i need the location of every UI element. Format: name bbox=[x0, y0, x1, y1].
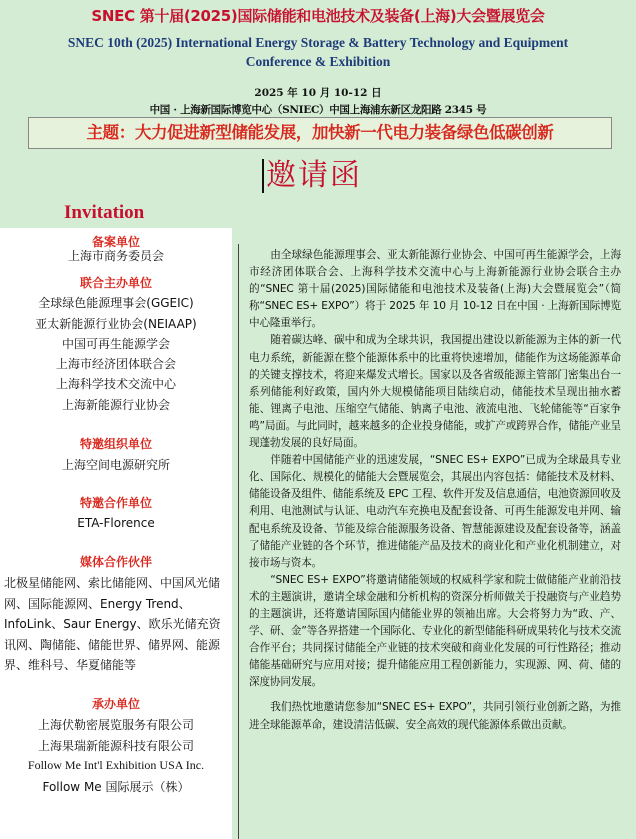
theme-banner: 主题：大力促进新型储能发展，加快新一代电力装备绿色低碳创新 bbox=[28, 117, 612, 149]
media-partners-text: 北极星储能网、索比储能网、中国风光储网、国际能源网、Energy Trend、InfoLink、Saur Energy、欧乐光储充资讯网、陶储能、储能世界、储界网、能源界、维科号、华夏储能等 bbox=[4, 576, 221, 672]
title-cn: SNEC 第十届(2025)国际储能和电池技术及装备(上海)大会暨展览会 bbox=[91, 7, 545, 25]
special-org-item: 上海空间电源研究所 bbox=[61, 458, 170, 472]
undertaker-item: 上海果瑞新能源科技有限公司 bbox=[37, 739, 194, 753]
filing-item: 上海市商务委员会 bbox=[67, 249, 164, 263]
media-heading: 媒体合作伙伴 bbox=[79, 555, 152, 569]
undertaker-item: Follow Me 国际展示（株） bbox=[42, 780, 190, 794]
organizer-item: 上海新能源行业协会 bbox=[61, 398, 170, 412]
special-org-heading: 特邀组织单位 bbox=[79, 437, 152, 451]
filing-heading: 备案单位 bbox=[91, 235, 140, 249]
body-paragraph: 我们热忱地邀请您参加“SNEC ES+ EXPO”，共同引领行业创新之路，为推进全球能源革命，建设清洁低碳、安全高效的现代能源体系做出贡献。 bbox=[249, 701, 621, 731]
title-en: SNEC 10th (2025) International Energy Storage & Battery Technology and Equipment Conference & Exhibition bbox=[67, 35, 569, 69]
event-date: 2025 年 10 月 10-12 日 bbox=[254, 87, 382, 99]
text-cursor bbox=[262, 159, 264, 193]
sidebar-panel bbox=[0, 228, 232, 839]
organizer-item: 上海科学技术交流中心 bbox=[55, 377, 176, 391]
column-divider bbox=[238, 244, 239, 839]
organizer-item: 上海市经济团体联合会 bbox=[55, 357, 176, 371]
event-venue: 中国 · 上海新国际博览中心（SNIEC）中国上海浦东新区龙阳路 2345 号 bbox=[149, 104, 487, 116]
body-paragraph: 伴随着中国储能产业的迅速发展，“SNEC ES+ EXPO”已成为全球最具专业化、国际化、规模化的储能大会暨展览会，其展出内容包括：储能技术及材料、储能设备及组件、储能系统及 EPC 工程、软件开发及信息通信，电池资源回收及利用、电池测试与认证、电动汽车充换电及配套设备、可再生能源发电并网、输配电系统及设备、节能及综合能源服务设备、智慧能源建设及配套设备等，涵盖了储能产业链的各个环节，推进储能产品及技术的商业化和产业化机制建立，对接市场与资本。 bbox=[249, 454, 621, 569]
organizer-item: 中国可再生能源学会 bbox=[61, 337, 170, 351]
invite-title bbox=[262, 156, 382, 196]
undertaker-heading: 承办单位 bbox=[91, 697, 140, 711]
letter-body bbox=[249, 247, 621, 734]
invitation-en: Invitation bbox=[64, 202, 145, 223]
undertaker-item: Follow Me Int'l Exhibition USA Inc. bbox=[27, 758, 205, 772]
organizer-item: 亚太新能源行业协会(NEIAAP) bbox=[35, 317, 197, 331]
body-paragraph: “SNEC ES+ EXPO”将邀请储能领域的权威科学家和院士做储能产业前沿技术的主题演讲，邀请全球金融和分析机构的资深分析师做关于投融资与产业趋势的主题演讲，还将邀请国际国内储能业界的领袖出席。大会将努力为“政、产、学、研、金”等各界搭建一个国际化、专业化的新型储能科研成果转化与技术交流合作平台；共同探讨储能全产业链的技术突破和商业化发展的可行性路径；推动储能基础研究与应用对接；提升储能应用工程创新能力，实现源、网、荷、储的深度协同发展。 bbox=[249, 573, 621, 689]
undertaker-item: 上海伏勒密展览服务有限公司 bbox=[37, 718, 194, 732]
special-partner-heading: 特邀合作单位 bbox=[79, 496, 152, 510]
organizer-item: 全球绿色能源理事会(GGEIC) bbox=[38, 296, 194, 310]
body-paragraph: 由全球绿色能源理事会、亚太新能源行业协会、中国可再生能源学会，上海市经济团体联合会、上海科学技术交流中心与上海新能源行业协会联合主办的“SNEC 第十届(2025)国际储能和电池技术及装备(上海)大会暨展览会”（简称“SNEC ES+ EXPO”）将于 2025 年 10 月 10-12 日在中国 · 上海新国际博览中心隆重举行。 bbox=[249, 249, 621, 330]
organizers-heading: 联合主办单位 bbox=[79, 276, 152, 290]
body-paragraph: 随着碳达峰、碳中和成为全球共识，我国提出建设以新能源为主体的新一代电力系统，新能源在整个能源体系中的比重将快速增加，储能作为这场能源革命的关键支撑技术，将迎来爆发式增长。国家以及各省级能源主管部门密集出台一系列储能利好政策，国内外大规模储能项目陆续启动，储能技术呈现出抽水蓄能、锂离子电池、压缩空气储能、钠离子电池、液流电池、飞轮储能等“百家争鸣”局面。与此同时，越来越多的企业投身储能，或扩产或跨界合作，储能产业呈现蓬勃发展的良好局面。 bbox=[249, 334, 621, 450]
special-partner-item: ETA-Florence bbox=[77, 516, 155, 530]
invite-title-text: 邀请函 bbox=[266, 158, 362, 193]
